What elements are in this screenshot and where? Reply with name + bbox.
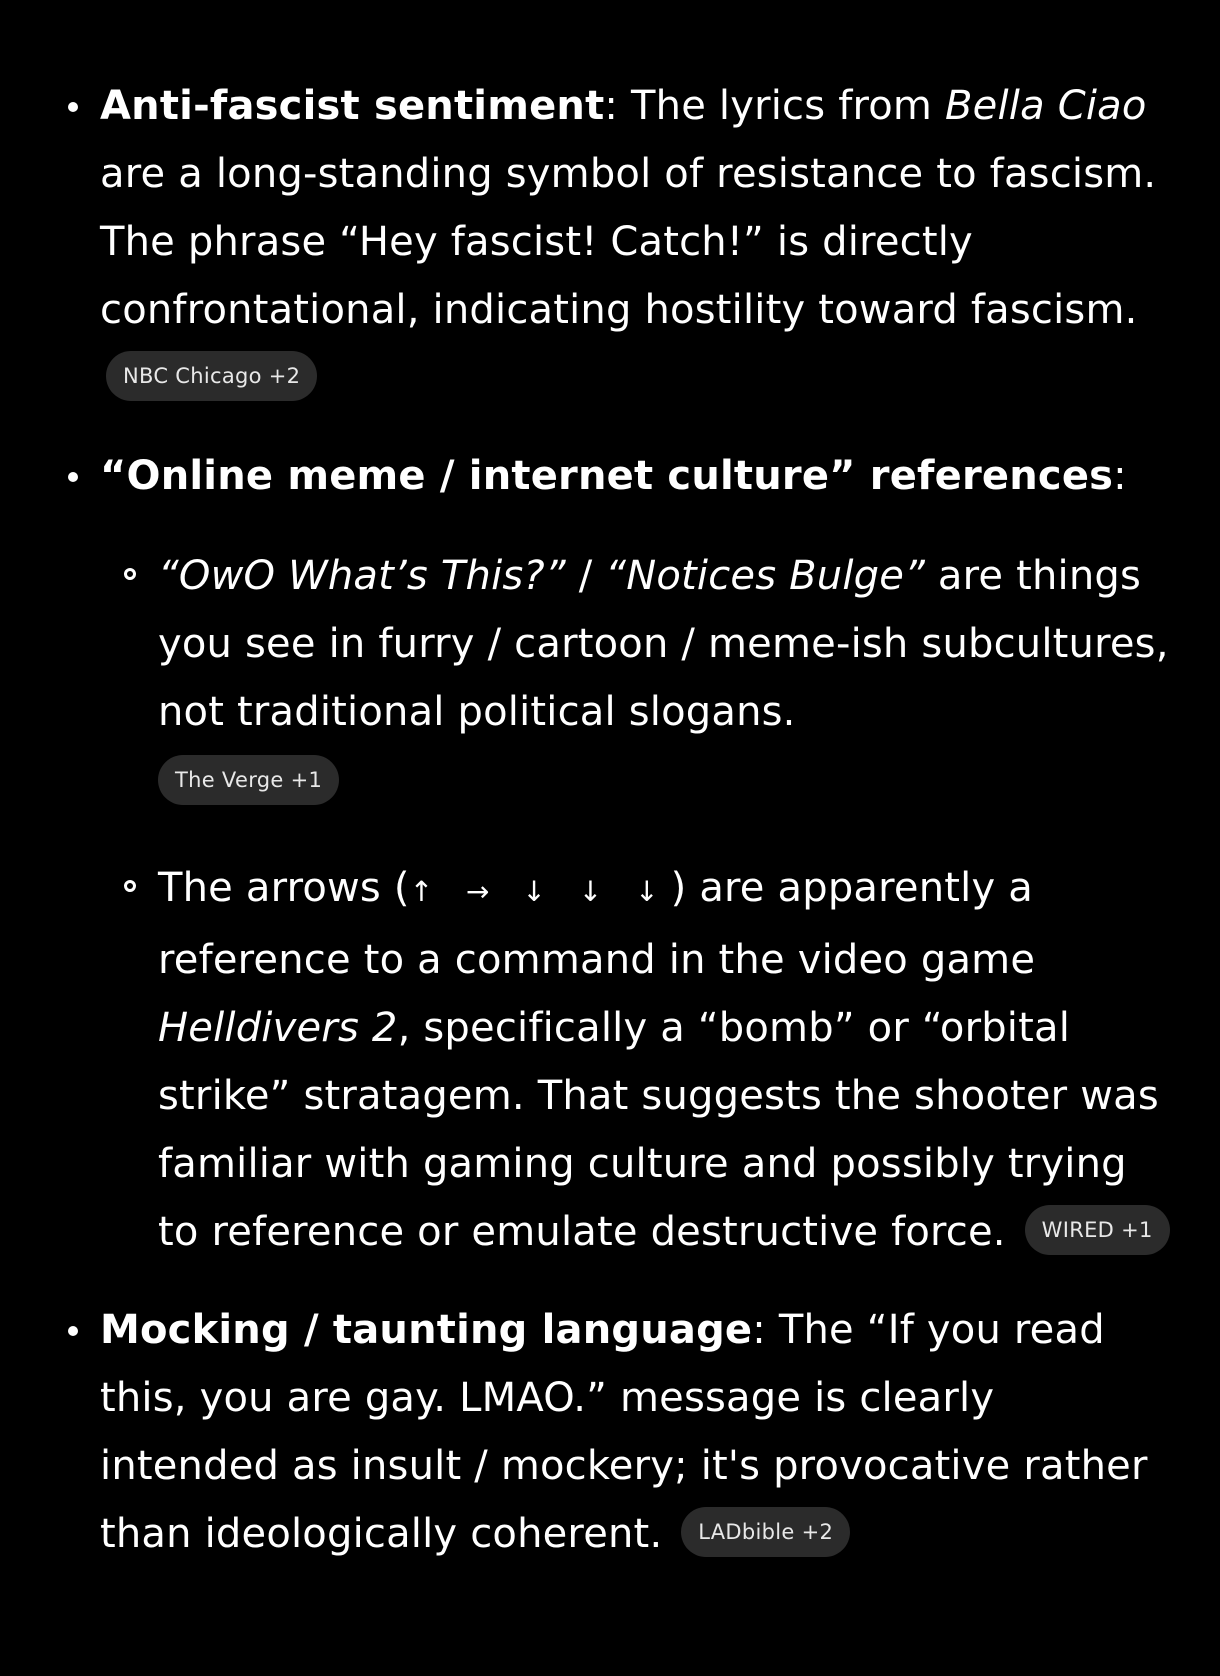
bullet-list <box>64 72 1180 1568</box>
list-item-anti-fascist <box>64 72 1180 412</box>
item-text: are a long-standing symbol of resistance to fascism. The phrase “Hey fascist! Catch!” is directly confrontational, indicating hostility toward fascism. <box>100 151 1157 333</box>
sub-item-arrows <box>100 854 1180 1266</box>
item-heading: “Online meme / internet culture” references <box>100 453 1114 499</box>
item-text: The “If you read this, you are gay. LMAO.” message is clearly intended as insult / mockery; it's provocative rather than ideologically coherent. <box>100 1307 1148 1557</box>
item-text: The lyrics from <box>618 83 946 129</box>
heading-colon: : <box>752 1307 766 1353</box>
item-text: ) are apparently a reference to a command in the video game <box>158 865 1036 983</box>
game-title: Helldivers 2 <box>158 1005 398 1051</box>
sub-item-owo <box>100 542 1180 814</box>
item-heading: Anti-fascist sentiment <box>100 83 605 129</box>
item-heading: Mocking / taunting language <box>100 1307 753 1353</box>
heading-colon: : <box>1113 453 1127 499</box>
source-chip-nbc-chicago[interactable]: NBC Chicago +2 <box>106 351 317 401</box>
source-chip-the-verge[interactable]: The Verge +1 <box>158 755 339 805</box>
source-chip-wired[interactable]: WIRED +1 <box>1025 1205 1170 1255</box>
list-item-mocking <box>64 1296 1180 1568</box>
meme-phrase: “OwO What’s This?” <box>158 553 566 599</box>
separator: / <box>565 553 606 599</box>
source-chip-ladbible[interactable]: LADbible +2 <box>681 1507 850 1557</box>
list-item-online-meme <box>64 442 1180 1266</box>
item-text: are things you see in furry / cartoon / meme-ish subcultures, not traditional political slogans. <box>158 553 1169 735</box>
meme-phrase: “Notices Bulge” <box>605 553 925 599</box>
item-text: The arrows ( <box>158 865 410 911</box>
song-title: Bella Ciao <box>945 83 1147 129</box>
item-text: , specifically a “bomb” or “orbital strike” stratagem. That suggests the shooter was familiar with gaming culture and possibly trying to reference or emulate destructive force. <box>158 1005 1159 1255</box>
sub-bullet-list <box>100 542 1180 1266</box>
arrow-sequence: ↑ → ↓ ↓ ↓ <box>409 875 671 908</box>
heading-colon: : <box>604 83 619 129</box>
